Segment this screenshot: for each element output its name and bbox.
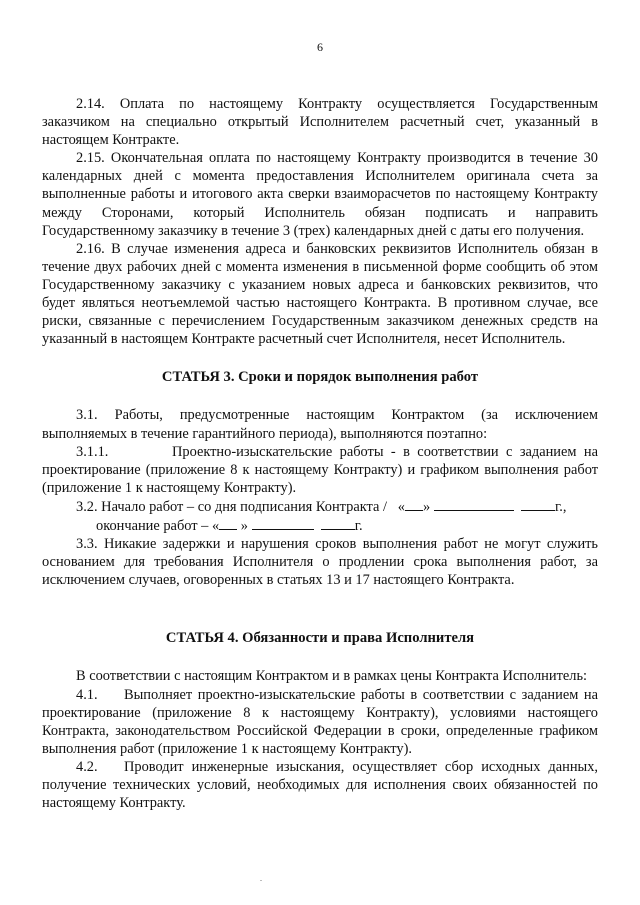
document-body — [42, 95, 598, 812]
clause-3-1: 3.1. Работы, предусмотренные настоящим Контрактом (за исключением выполняемых в течение гарантийного периода), выполняются поэтапно: — [42, 407, 598, 442]
clause-4-1-text: Выполняет проектно-изыскательские работы в соответствии с заданием на проектирование (приложение 8 к настоящему Контракту), условиями настоящего Контракта, законодательством Российской Федерации в сроки, определенные графиком выполнения работ (приложение 1 к настоящему Контракту). — [42, 686, 598, 757]
clause-3-2-end-label: окончание работ – « — [96, 517, 220, 534]
clause-2-14: 2.14. Оплата по настоящему Контракту осуществляется Государственным заказчиком на специально открытый Исполнителем расчетный счет, указанный в настоящем Контракте. — [42, 96, 598, 149]
clause-3-2-end-line — [42, 516, 598, 535]
clause-4-2-text: Проводит инженерные изыскания, осуществляет сбор исходных данных, получение технических условий, необходимых для исполнения своих обязанностей по настоящему Контракту. — [42, 758, 598, 812]
article-3-heading: СТАТЬЯ 3. Сроки и порядок выполнения работ — [161, 369, 479, 386]
clause-3-1-1 — [42, 443, 598, 497]
clause-4-1-number: 4.1. — [76, 686, 98, 703]
end-quote-close: » — [240, 517, 248, 534]
year-blank — [521, 497, 555, 511]
clause-3-1-1-number: 3.1.1. — [76, 443, 109, 460]
clause-2-16: 2.16. В случае изменения адреса и банковских реквизитов Исполнитель обязан в течение двух рабочих дней с момента изменения в письменной форме сообщить об этом Государственному заказчику с указанием новых адреса и банковских реквизитов, что будет являться неотъемлемой частью настоящего Контракта. В противном случае, все риски, связанные с перечислением Государственным заказчиком денежных средств на указанный в настоящем Контракте расчетный счет Исполнителя, несет Исполнитель. — [42, 240, 598, 348]
quote-open: « — [397, 498, 405, 515]
end-year-blank — [321, 516, 355, 530]
clause-4-2-number: 4.2. — [76, 758, 98, 775]
end-month-blank — [252, 516, 314, 530]
clause-3-1-1-text: Проектно-изыскательские работы - в соответствии с заданием на проектирование (приложение 8 к настоящему Контракту) и графиком выполнения работ (приложение 1 к настоящему Контракту). — [42, 443, 598, 496]
year-suffix: г., — [555, 498, 567, 515]
clause-3-2-start-text: 3.2. Начало работ – со дня подписания Контракта / — [76, 498, 387, 515]
page-number: 6 — [317, 40, 323, 54]
clause-3-2-start-line — [42, 497, 598, 516]
clause-3-3: 3.3. Никакие задержки и нарушения сроков выполнения работ не могут служить основанием для требования Исполнителя о продлении срока выполнения работ, за исключением случаев, оговоренных в статьях 13 и 17 настоящего Контракта. — [42, 536, 598, 589]
end-day-blank — [219, 516, 237, 530]
quote-close: » — [422, 498, 431, 515]
end-year-suffix: г. — [354, 517, 363, 534]
clause-4-1 — [42, 686, 598, 758]
clause-2-15: 2.15. Окончательная оплата по настоящему Контракту производится в течение 30 календарных дней с момента предоставления Исполнителем оригинала счета за выполненные работы и итогового акта сверки взаиморасчетов по настоящему Контракту между Сторонами, который Исполнитель обязан подписать и направить Государственному заказчику в течение 3 (трех) календарных дней с даты его получения. — [42, 150, 598, 239]
scan-speck — [260, 880, 262, 881]
day-blank — [405, 497, 423, 511]
article-4-intro: В соответствии с настоящим Контрактом и в рамках цены Контракта Исполнитель: — [76, 668, 587, 685]
article-4-heading: СТАТЬЯ 4. Обязанности и права Исполнителя — [165, 630, 475, 647]
month-blank — [434, 497, 514, 511]
clause-4-2 — [42, 758, 598, 812]
